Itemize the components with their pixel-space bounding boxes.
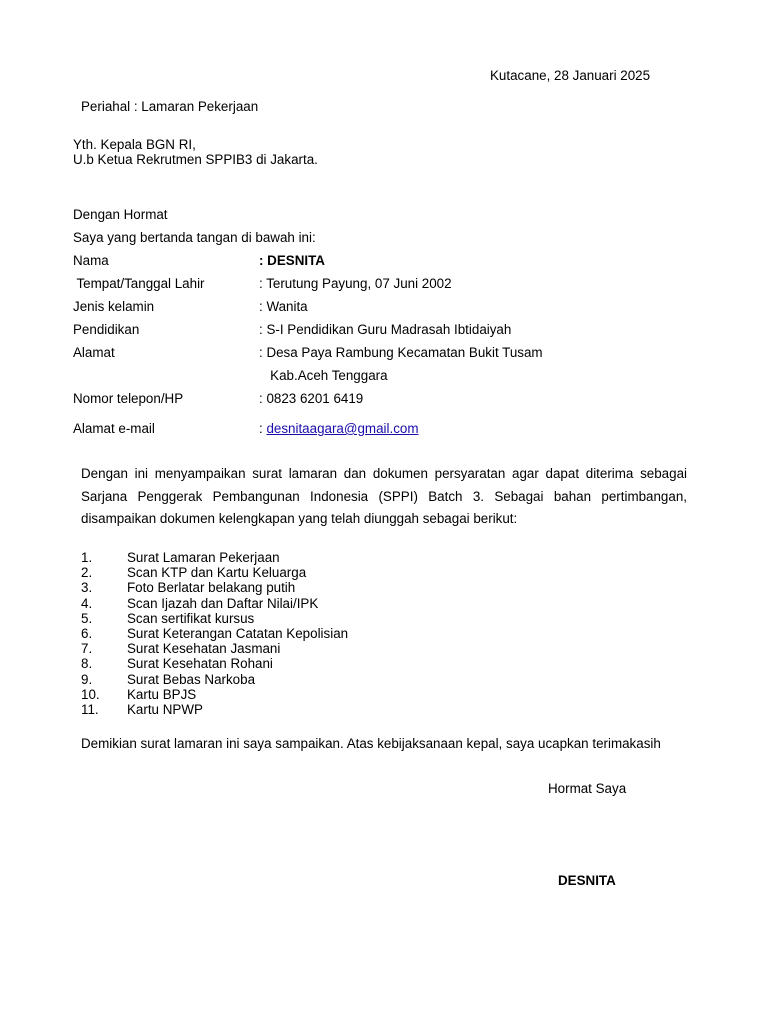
list-item-text: Surat Kesehatan Rohani xyxy=(127,656,273,672)
signer-name: DESNITA xyxy=(558,873,616,888)
closing-regards: Hormat Saya xyxy=(548,781,627,796)
list-item-text: Surat Lamaran Pekerjaan xyxy=(127,550,280,565)
list-item-number: 4. xyxy=(81,595,93,611)
field-value-address: : Desa Paya Rambung Kecamatan Bukit Tusam xyxy=(259,345,543,360)
list-item-number: 5. xyxy=(81,610,93,626)
list-item-text: Scan KTP dan Kartu Keluarga xyxy=(127,565,307,581)
list-item-text: Surat Kesehatan Jasmani xyxy=(127,641,281,657)
recipient-line-2: U.b Ketua Rekrutmen SPPIB3 di Jakarta. xyxy=(73,152,318,167)
recipient-line-1: Yth. Kepala BGN RI, xyxy=(73,137,196,152)
list-item-text: Kartu BPJS xyxy=(127,686,197,702)
list-item-number: 7. xyxy=(81,641,93,657)
field-value-birth: : Terutung Payung, 07 Juni 2002 xyxy=(259,276,452,291)
field-label-name: Nama xyxy=(73,253,109,268)
field-value-phone: : 0823 6201 6419 xyxy=(259,391,364,406)
list-item-text: Scan Ijazah dan Daftar Nilai/IPK xyxy=(127,595,319,611)
body-paragraph: Dengan ini menyampaikan surat lamaran dan dokumen persyaratan agar dapat diterima sebagai Sarjana Penggerak Pembangunan Indonesia (SPPI) Batch 3. Sebagai bahan pertimbangan, disampaikan dokumen kelengkapan yang telah diunggah sebagai berikut: xyxy=(81,466,687,526)
place-date: Kutacane, 28 Januari 2025 xyxy=(490,68,651,83)
list-item-text: Kartu NPWP xyxy=(127,701,203,717)
list-item-number: 9. xyxy=(81,671,93,687)
field-value-email xyxy=(259,421,419,437)
field-label-education: Pendidikan xyxy=(73,322,140,337)
field-label-email: Alamat e-mail xyxy=(73,421,155,436)
field-value-name: : DESNITA xyxy=(259,253,325,268)
field-label-birth: Tempat/Tanggal Lahir xyxy=(73,276,205,291)
list-item-number: 3. xyxy=(81,580,93,596)
list-item-number: 8. xyxy=(81,656,93,672)
list-item-text: Surat Keterangan Catatan Kepolisian xyxy=(127,625,349,641)
list-item-number: 10. xyxy=(81,686,100,702)
list-item-text: Foto Berlatar belakang putih xyxy=(127,580,296,596)
field-label-address: Alamat xyxy=(73,345,115,360)
list-item-text: Scan sertifikat kursus xyxy=(127,610,255,626)
closing-paragraph: Demikian surat lamaran ini saya sampaikan. Atas kebijaksanaan kepal, saya ucapkan terimakasih xyxy=(81,736,661,751)
field-value-gender: : Wanita xyxy=(259,299,308,314)
list-item-number: 1. xyxy=(81,550,93,565)
greeting: Dengan Hormat xyxy=(73,207,168,222)
email-link[interactable]: desnitaagara@gmail.com xyxy=(266,421,419,436)
list-item-number: 11. xyxy=(81,701,99,717)
list-item-number: 2. xyxy=(81,565,93,581)
letter-subject: Periahal : Lamaran Pekerjaan xyxy=(81,99,259,114)
list-item-text: Surat Bebas Narkoba xyxy=(127,671,256,687)
field-label-phone: Nomor telepon/HP xyxy=(73,391,184,406)
field-label-gender: Jenis kelamin xyxy=(73,299,155,314)
list-item-number: 6. xyxy=(81,625,93,641)
email-prefix: : xyxy=(259,421,267,436)
intro-line: Saya yang bertanda tangan di bawah ini: xyxy=(73,230,316,245)
field-value-address-cont: Kab.Aceh Tenggara xyxy=(259,368,388,383)
field-value-education: : S-I Pendidikan Guru Madrasah Ibtidaiyah xyxy=(259,322,512,337)
